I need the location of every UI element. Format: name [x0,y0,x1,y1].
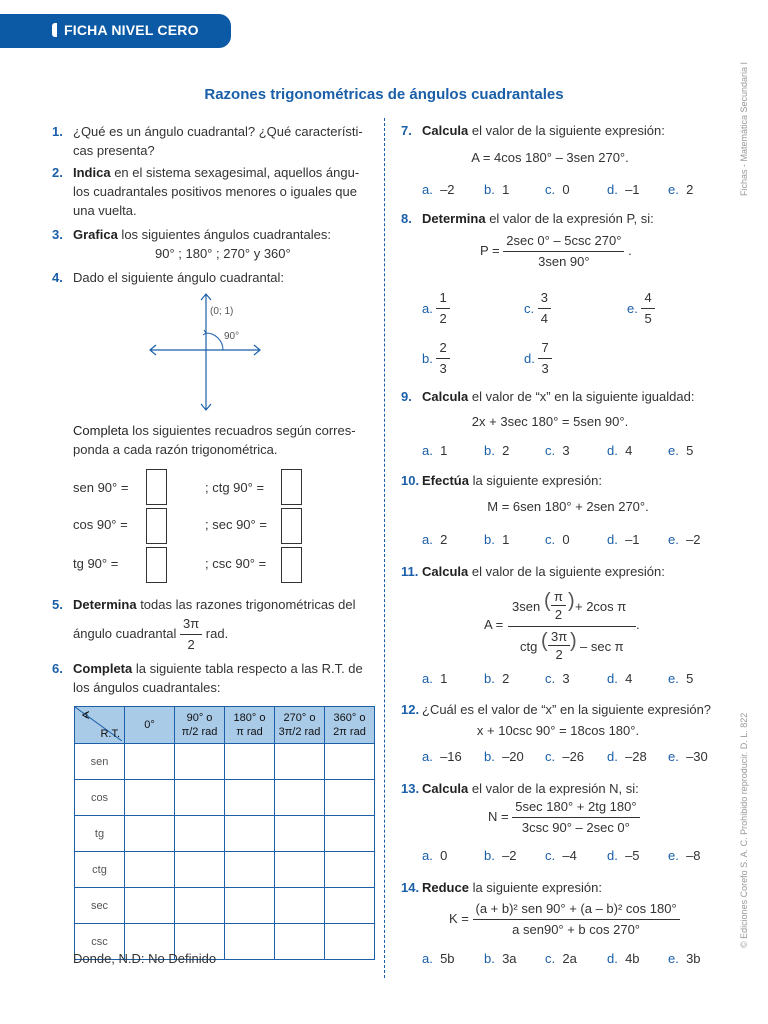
option-c[interactable]: c. –26 [545,749,585,764]
question-8: 8. Determina el valor de la expresión P, si: [401,211,654,226]
question-13: 13. Calcula el valor de la expresión N, si: [401,781,639,796]
question-10: 10. Efectúa la siguiente expresión: [401,473,602,488]
q12-equation: x + 10csc 90° = 18cos 180°. [476,723,640,738]
option-a[interactable]: a. 0 [422,848,448,863]
col-header-90: 90° o π/2 rad [175,707,225,744]
header-label: FICHA NIVEL CERO [64,22,199,38]
fraction-3pi-2: $\frac{3\pi}{2}$ [180,614,202,655]
q11-numerator: 3sen ( $\frac{\pi}{2}$ ) + 2cos π [512,589,627,622]
option-c[interactable]: c. $\frac{3}{4}$ [524,288,551,329]
option-b[interactable]: b. 2 [484,443,510,458]
answer-box-tg[interactable] [146,547,167,583]
table-row: csc [75,924,375,960]
option-a[interactable]: a. 5b [422,951,455,966]
q9-equation: 2x + 3sec 180° = 5sen 90°. [471,414,629,429]
side-note-bottom: © Ediciones Corefo S. A. C. Prohibido reproducir. D. L. 822 [739,712,749,948]
option-d[interactable]: d. 4 [607,671,633,686]
option-b[interactable]: b. $\frac{2}{3}$ [422,338,450,379]
table-note: Donde, N.D: No Definido [73,951,217,966]
angle-label: 90° [224,331,240,342]
option-b[interactable]: b. 3a [484,951,517,966]
option-c[interactable]: c. 3 [545,443,570,458]
option-c[interactable]: c. 0 [545,182,570,197]
q14-equation: K = $\frac{\text{(a + b)² sen 90° + (a – b)² cos 180°}}{\text{a sen90° + b cos 270°}}$ [449,899,680,940]
box-ctg-label: ; ctg 90° = [205,480,265,495]
col-header-270: 270° o 3π/2 rad [275,707,325,744]
box-sen-label: sen 90° = [73,480,129,495]
option-a[interactable]: a. $\frac{1}{2}$ [422,288,450,329]
answer-box-csc[interactable] [281,547,302,583]
box-cos-label: cos 90° = [73,517,128,532]
page-title: Razones trigonométricas de ángulos cuadrantales [204,86,564,103]
option-c[interactable]: c. 3 [545,671,570,686]
section-header [0,14,231,48]
table-row: cos [75,780,375,816]
box-csc-label: ; csc 90° = [205,556,267,571]
option-a[interactable]: a. –2 [422,182,455,197]
answer-box-ctg[interactable] [281,469,302,505]
question-7: 7. Calcula el valor de la siguiente expresión: [401,123,665,138]
question-4: 4. Dado el siguiente ángulo cuadrantal: [52,270,285,285]
option-b[interactable]: b. 1 [484,182,510,197]
question-1: 1. ¿Qué es un ángulo cuadrantal? ¿Qué característi- cas presenta? [52,124,363,158]
option-c[interactable]: c. 2a [545,951,577,966]
box-sec-label: ; sec 90° = [205,517,267,532]
q11-denominator: ctg ( $\frac{3\pi}{2}$ ) – sec π [520,629,624,662]
question-4-instruction: Completa los siguientes recuadros según corres- ponda a cada razón trigonométrica. [73,423,356,457]
option-e[interactable]: e. 3b [668,951,701,966]
option-b[interactable]: b. –2 [484,848,517,863]
table-header-row [75,707,375,744]
option-e[interactable]: e. 2 [668,182,694,197]
option-a[interactable]: a. 1 [422,671,448,686]
option-e[interactable]: e. $\frac{4}{5}$ [627,288,655,329]
option-a[interactable]: a. –16 [422,749,462,764]
option-e[interactable]: e. –8 [668,848,701,863]
question-14: 14. Reduce la siguiente expresión: [401,880,602,895]
col-header-0: 0° [125,707,175,744]
col-header-180: 180° o π rad [225,707,275,744]
question-2: 2. Indica en el sistema sexagesimal, aquellos ángu- los cuadrantales positivos menores o iguales que una vuelta. [52,165,360,218]
question-6: 6. Completa la siguiente tabla respecto a las R.T. de los ángulos cuadrantales: [52,661,363,695]
option-e[interactable]: e. –30 [668,749,708,764]
col-header-360: 360° o 2π rad [325,707,375,744]
box-tg-label: tg 90° = [73,556,119,571]
question-9: 9. Calcula el valor de “x” en la siguiente igualdad: [401,389,695,404]
side-note-top: Fichas - Matemática Secundaria I [739,61,749,196]
option-d[interactable]: d. 4b [607,951,640,966]
option-b[interactable]: b. 2 [484,671,510,686]
q13-equation: N = $\frac{5\sec 180^\circ + 2tg 180^\circ}{3\csc 90^\circ - 2\sec 0^\circ}$ [488,797,640,838]
option-d[interactable]: d. –5 [607,848,640,863]
option-d[interactable]: d. –28 [607,749,647,764]
option-a[interactable]: a. 1 [422,443,448,458]
option-b[interactable]: b. 1 [484,532,510,547]
question-11: 11. Calcula el valor de la siguiente expresión: [401,564,665,579]
table-row: tg [75,816,375,852]
table-corner: ∢ R.T. [75,707,125,744]
option-e[interactable]: e. 5 [668,671,694,686]
answer-box-sec[interactable] [281,508,302,544]
rt-table [74,706,375,960]
option-d[interactable]: d. –1 [607,532,640,547]
table-row: ctg [75,852,375,888]
option-d[interactable]: d. 4 [607,443,633,458]
point-label: (0; 1) [210,306,234,317]
option-a[interactable]: a. 2 [422,532,448,547]
q10-equation: M = 6sen 180° + 2sen 270°. [487,499,649,514]
option-d[interactable]: d. –1 [607,182,640,197]
option-c[interactable]: c. –4 [545,848,577,863]
option-d[interactable]: d. $\frac{7}{3}$ [524,338,552,379]
option-e[interactable]: e. 5 [668,443,694,458]
question-3: 3. Grafica los siguientes ángulos cuadrantales: 90° ; 180° ; 270° y 360° [52,227,332,261]
q8-equation: P = $\frac{2\sec 0^\circ - 5\csc 270^\circ}{\text{3sen 90°}}$ . [480,233,632,269]
question-12: 12. ¿Cuál es el valor de “x” en la siguiente expresión? [401,702,712,717]
answer-box-cos[interactable] [146,508,167,544]
q7-equation: A = 4cos 180° – 3sen 270°. [471,150,629,165]
q11-equation: A = 3sen ( $\frac{\pi}{2}$ ) + 2cos π ctg ( $\frac{3\pi}{2}$ ) – sec π . [484,588,644,668]
column-divider [384,118,385,978]
quadrantal-angle-diagram [140,290,270,416]
table-row: sen [75,744,375,780]
option-e[interactable]: e. –2 [668,532,701,547]
table-row: sec [75,888,375,924]
header-mark [52,23,57,37]
option-b[interactable]: b. –20 [484,749,524,764]
answer-box-sen[interactable] [146,469,167,505]
question-5: 5. Determina todas las razones trigonométricas del ángulo cuadrantal $\frac{3\pi}{2}$ rad. [52,595,372,655]
option-c[interactable]: c. 0 [545,532,570,547]
